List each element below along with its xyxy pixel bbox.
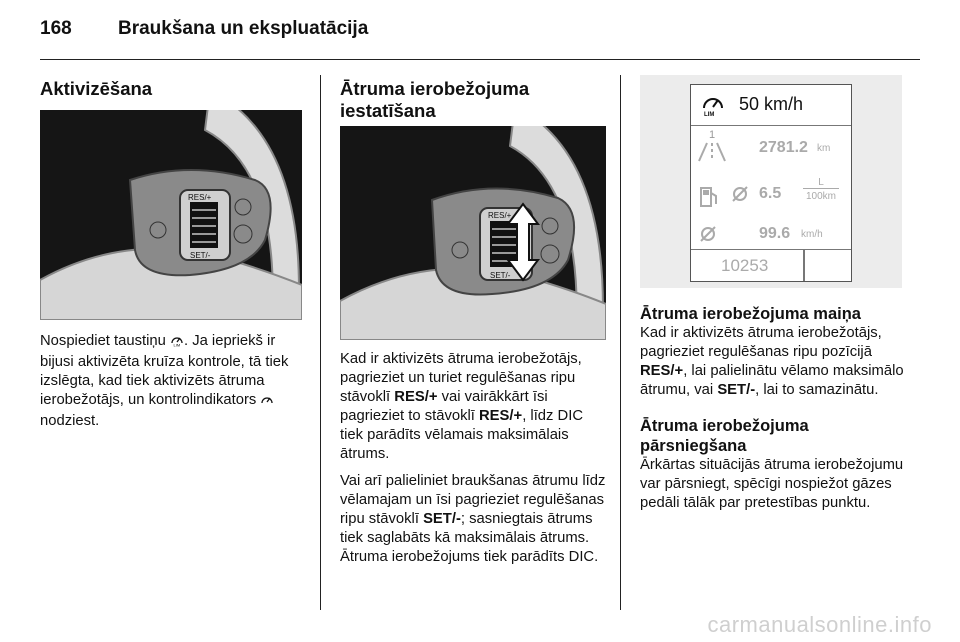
setting-paragraph-2: Vai arī palieliniet braukšanas ātrumu līdz vēlamajam un īsi pagrieziet regulēšanas ripu stāvoklī SET/-; sasniegtais ātrums tiek saglabāts kā maksimālais ātrums. Ātruma ierobežojums tiek parādīts DIC.: [340, 473, 606, 565]
cruise-control-indicator-icon: [260, 392, 274, 412]
average-speed-symbol-icon: [699, 225, 717, 248]
section-heading-change: Ātruma ierobežojuma maiņa: [640, 305, 861, 323]
speed-limiter-icon-dic: [701, 92, 725, 123]
svg-text:LIM: LIM: [173, 342, 181, 347]
section-heading-exceeding-line1: Ātruma ierobežojuma: [640, 417, 809, 435]
dic-fuel-unit-top: L: [803, 177, 839, 189]
column-divider-1: [320, 75, 321, 610]
setting-paragraph-1: Kad ir aktivizēts ātruma ierobežotājs, pagrieziet un turiet regulēšanas ripu stāvoklī RES/+ vai vairākkārt īsi pagrieziet to stāvoklī RES/+, līdz DIC tiek parādīts vēlamais maksimālais ātrums.: [340, 351, 584, 462]
dic-trip-index: 1: [709, 129, 716, 141]
watermark: carmanualsonline.info: [707, 612, 932, 637]
column-2: [340, 78, 606, 122]
section-heading-setting-line2: iestatīšana: [340, 100, 436, 121]
dic-fuel-unit-bottom: 100km: [805, 191, 836, 202]
road-icon: [697, 141, 727, 168]
section-heading-activation: Aktivizēšana: [40, 78, 153, 99]
dic-lim-label: LIM: [704, 112, 715, 118]
dic-odometer-row: [691, 249, 851, 281]
wheel-label-set: SET/-: [190, 251, 211, 260]
page-number: 168: [40, 18, 72, 39]
column-3-text: [640, 304, 908, 521]
dic-avg-speed-row: [691, 223, 851, 247]
fuel-pump-icon: [699, 185, 719, 214]
exceeding-paragraph: Ārkārtas situācijās ātruma ierobežojumu var pārsniegt, spēcīgi nospiežot gāzes pedāli tālāk par pretestības punktu.: [640, 457, 904, 511]
page-title: Braukšana un ekspluatācija: [118, 18, 369, 39]
dic-odometer-value: 10253: [721, 256, 769, 275]
page-header: [40, 18, 368, 40]
wheel-label-res-2: RES/+: [488, 211, 512, 220]
dic-avg-speed-unit: km/h: [801, 229, 823, 240]
wheel-label-res: RES/+: [188, 193, 212, 202]
steering-wheel-illustration-1: [40, 110, 302, 320]
dic-display: [690, 84, 852, 282]
dic-distance-value: 2781.2: [759, 139, 808, 156]
dic-avg-speed-value: 99.6: [759, 225, 791, 242]
steering-wheel-illustration-2: [340, 126, 606, 340]
dic-fuel-row: [691, 175, 851, 223]
dic-speed-limit-row: [691, 85, 851, 126]
header-rule: [40, 59, 920, 60]
dic-fuel-value: 6.5: [759, 185, 782, 202]
average-symbol-icon: [731, 185, 749, 208]
column-2-text: [340, 350, 608, 575]
column-divider-2: [620, 75, 621, 610]
section-heading-setting-line1: Ātruma ierobežojuma: [340, 78, 530, 99]
change-paragraph: Kad ir aktivizēts ātruma ierobežotājs, pagrieziet regulēšanas ripu pozīcijā RES/+, lai palielinātu vēlamo maksimālo ātrumu, vai SET/-, lai to samazinātu.: [640, 325, 904, 398]
section-heading-exceeding-line2: pārsniegšana: [640, 437, 747, 455]
activation-paragraph: Nospiediet taustiņu LIM . Ja iepriekš ir bijusi aktivizēta kruīza kontrole, tā tiek izslēgta, kad tiek aktivizēts ātruma ierobežotājs, un kontrolindikators nodziest.: [40, 333, 289, 429]
dic-distance-unit: km: [817, 143, 831, 154]
dic-speed-limit-value: 50 km/h: [739, 94, 804, 114]
column-1: [40, 78, 302, 100]
column-1-text: [40, 332, 302, 439]
wheel-label-set-2: SET/-: [490, 271, 511, 280]
dic-trip-row: [691, 127, 851, 177]
speed-limiter-icon: [170, 333, 184, 353]
dic-odometer-divider: [803, 250, 805, 281]
